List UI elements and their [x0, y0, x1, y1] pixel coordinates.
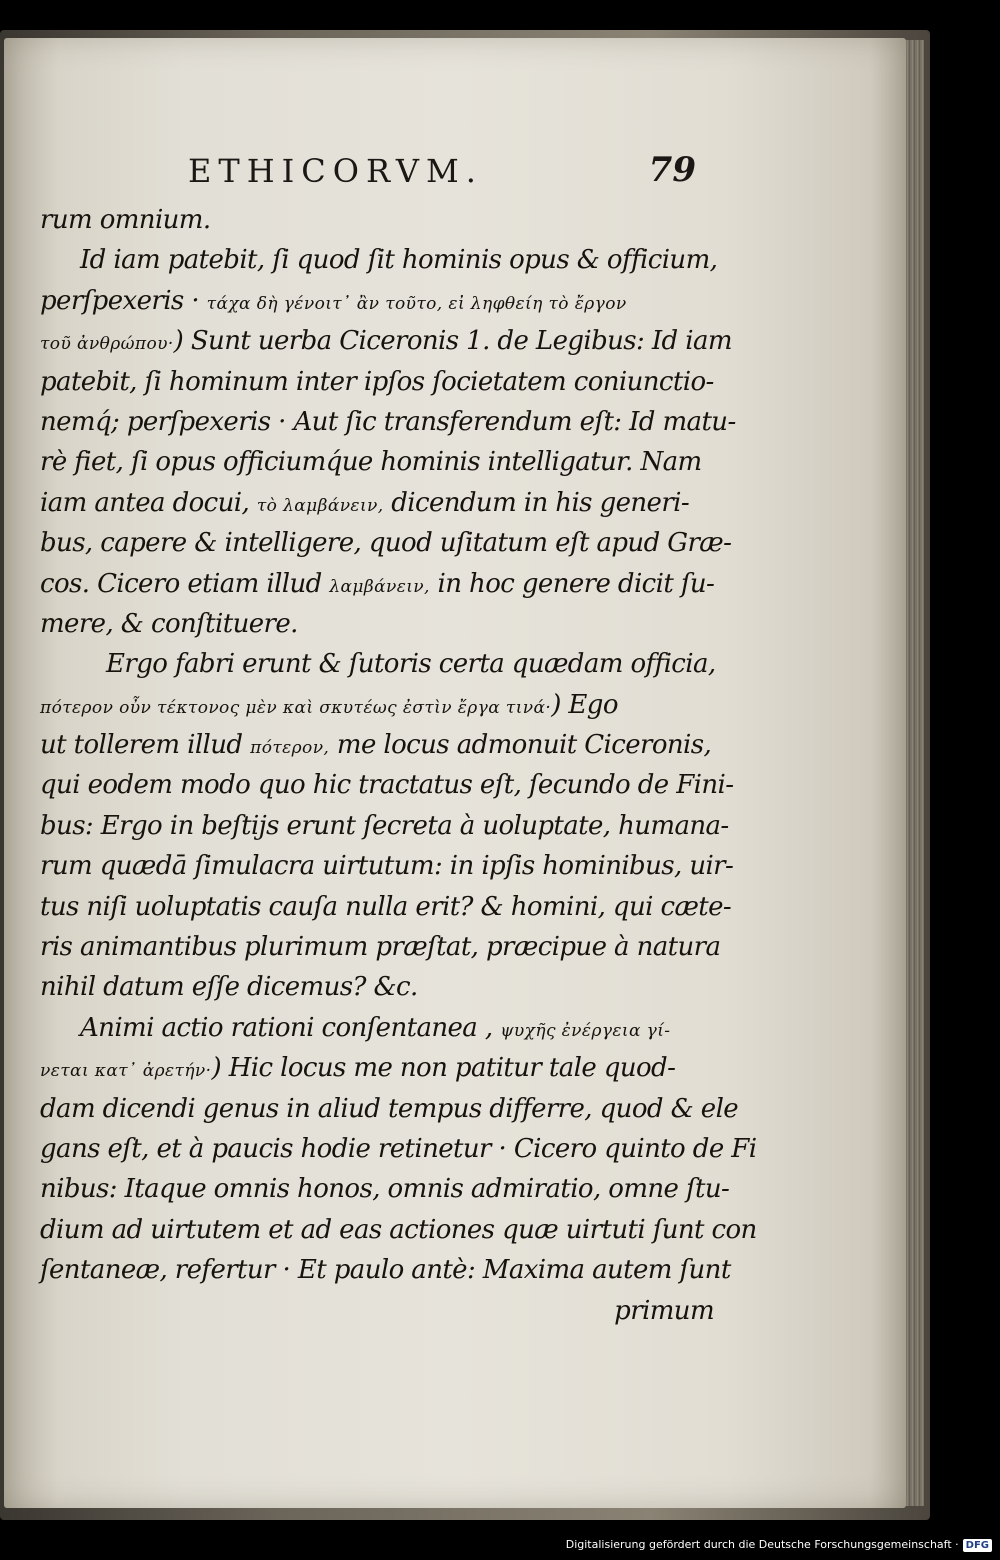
line-text: bus: Ergo in beſtijs erunt ſecreta à uoluptate, humana- — [40, 810, 729, 841]
digitization-credit — [500, 1538, 992, 1560]
catchword-text: primum — [614, 1295, 714, 1326]
line-text: cos. Cicero etiam illud — [40, 568, 330, 599]
greek-quote: λαμβάνειν, — [329, 576, 430, 597]
text-line — [40, 240, 720, 280]
text-line — [40, 1048, 720, 1088]
text-line — [40, 523, 732, 563]
line-text: ) Ego — [551, 689, 618, 720]
text-line — [40, 362, 720, 402]
line-text: me locus admonuit Ciceronis, — [329, 730, 712, 761]
greek-quote: νεται κατ᾽ ἀρετήν· — [40, 1061, 212, 1082]
line-text: rum quædā ſimulacra uirtutum: in ipſis hominibus, uir- — [40, 851, 734, 882]
text-line — [40, 1250, 731, 1290]
line-text: Id iam patebit, ſi quod ſit hominis opus & officium, — [80, 245, 718, 276]
line-text: Ergo fabri erunt & ſutoris certa quædam officia, — [106, 649, 716, 680]
line-text: ) Sunt uerba Ciceronis 1. de Legibus: Id iam — [173, 326, 732, 357]
text-line — [40, 1210, 757, 1250]
line-text: dam dicendi genus in aliud tempus differre, quod & ele — [40, 1093, 739, 1124]
text-line — [40, 967, 720, 1007]
text-line — [40, 604, 720, 644]
line-text: qui eodem modo quo hic tractatus eſt, ſecundo de Fini- — [40, 770, 734, 801]
greek-quote: πότερον οὖν τέκτονος μὲν καὶ σκυτέως ἐστὶν ἔργα τινά· — [40, 697, 552, 718]
text-line — [40, 644, 720, 684]
text-line — [40, 806, 729, 846]
text-line — [40, 281, 720, 321]
greek-quote: τὸ λαμβάνειν, — [256, 495, 384, 516]
line-text: gans eſt, et à paucis hodie retinetur · Cicero quinto de Fi — [40, 1133, 757, 1164]
text-line — [40, 321, 732, 361]
line-text: Animi actio rationi conſentanea , — [80, 1012, 501, 1043]
dfg-logo-icon: DFG — [963, 1539, 992, 1552]
body-text — [40, 200, 757, 1331]
greek-quote: τοῦ ἀνθρώπου· — [40, 334, 174, 355]
line-text: nemq́; perſpexeris · Aut ſic transferendum eſt: Id matu- — [40, 406, 736, 437]
greek-quote: τάχα δὴ γένοιτ᾽ ἂν τοῦτο, εἰ ληφθείη τὸ ἔργον — [206, 293, 627, 314]
text-line — [40, 685, 720, 725]
greek-quote: πότερον, — [250, 738, 330, 759]
greek-quote: ψυχῆς ἐνέργεια γί- — [500, 1020, 671, 1041]
line-text: nibus: Itaque omnis honos, omnis admiratio, omne ſtu- — [40, 1174, 730, 1205]
catchword — [40, 1291, 720, 1331]
text-line — [40, 402, 736, 442]
page-fore-edge — [906, 40, 924, 1506]
text-line — [40, 483, 720, 523]
page-number: 79 — [648, 150, 696, 190]
line-text: nihil datum eſſe dicemus? &c. — [40, 972, 418, 1003]
line-text: perſpexeris · — [40, 285, 207, 316]
text-line — [40, 887, 732, 927]
text-line — [40, 1008, 720, 1048]
line-text: ris animantibus plurimum præſtat, præcipue à natura — [40, 932, 721, 963]
text-line — [40, 927, 720, 967]
line-text: ) Hic locus me non patitur tale quod- — [211, 1053, 676, 1084]
line-text: in hoc genere dicit ſu- — [429, 568, 715, 599]
line-text: patebit, ſi hominum inter ipſos ſocietatem coniunctio- — [40, 366, 714, 397]
text-line — [40, 765, 734, 805]
text-line — [40, 564, 720, 604]
text-line — [40, 1089, 739, 1129]
text-line — [40, 846, 734, 886]
line-text: ut tollerem illud — [40, 730, 251, 761]
line-text: rum omnium. — [40, 205, 211, 235]
line-text: mere, & conſtituere. — [40, 608, 298, 639]
text-line — [40, 1169, 730, 1209]
line-text: ſentaneæ, refertur · Et paulo antè: Maxima autem ſunt — [40, 1255, 731, 1286]
credit-text: Digitalisierung gefördert durch die Deutsche Forschungsgemeinschaft · — [565, 1538, 959, 1551]
text-line — [40, 442, 720, 482]
line-text: bus, capere & intelligere, quod uſitatum eſt apud Græ- — [40, 528, 732, 559]
running-head — [188, 152, 708, 192]
line-text: iam antea docui, — [40, 487, 257, 518]
text-line — [40, 1129, 757, 1169]
line-text: dium ad uirtutem et ad eas actiones quæ uirtuti ſunt con — [40, 1214, 757, 1245]
text-line — [40, 725, 720, 765]
text-line — [40, 200, 720, 240]
line-text: rè fiet, ſi opus officiumq́ue hominis intelligatur. Nam — [40, 447, 702, 478]
line-text: dicendum in his generi- — [383, 487, 690, 518]
line-text: tus niſi uoluptatis cauſa nulla erit? & homini, qui cæte- — [40, 891, 732, 922]
running-title: ETHICORVM. — [188, 152, 483, 190]
